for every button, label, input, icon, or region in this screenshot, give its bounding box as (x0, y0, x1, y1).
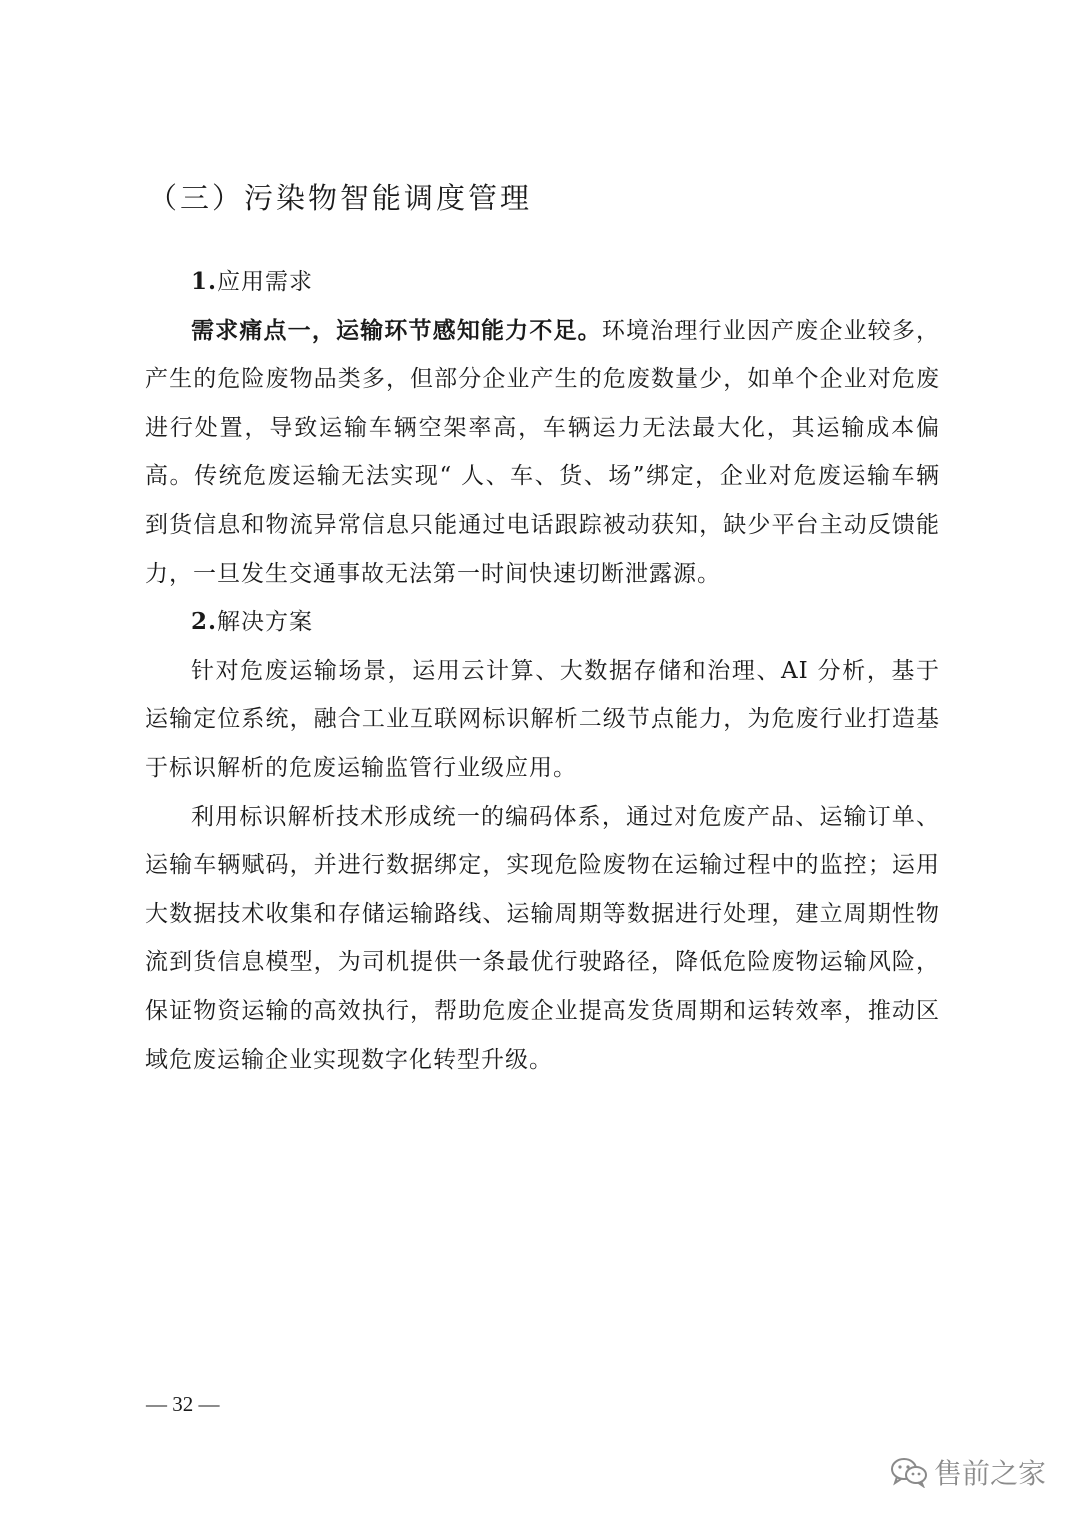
subsection-title: 应用需求 (217, 269, 314, 295)
document-body (145, 258, 940, 1084)
subsection-heading-solution (145, 598, 940, 647)
pain-point-paragraph (145, 307, 940, 599)
solution-paragraph-2: 利用标识解析技术形成统一的编码体系，通过对危废产品、运输订单、运输车辆赋码，并进行数据绑定，实现危险废物在运输过程中的监控；运用大数据技术收集和存储运输路线、运输周期等数据进行处理，建立周期性物流到货信息模型，为司机提供一条最优行驶路径，降低危险废物运输风险，保证物资运输的高效执行，帮助危废企业提高发货周期和运转效率，推动区域危废运输企业实现数字化转型升级。 (145, 803, 940, 1073)
solution-paragraph-1: 针对危废运输场景，运用云计算、大数据存储和治理、AI 分析，基于运输定位系统，融合工业互联网标识解析二级节点能力，为危废行业打造基于标识解析的危废运输监管行业级应用。 (145, 657, 940, 781)
subsection-title: 解决方案 (217, 609, 314, 636)
subsection-number: 1. (191, 268, 218, 295)
section-title: （三）污染物智能调度管理 (148, 181, 533, 215)
subsection-heading-requirements (145, 258, 940, 307)
watermark-text: 售前之家 (933, 1457, 1046, 1490)
watermark (890, 1452, 1046, 1492)
pain-point-lead: 需求痛点一，运输环节感知能力不足。 (191, 317, 602, 344)
pain-point-text: 环境治理行业因产废企业较多，产生的危险废物品类多，但部分企业产生的危废数量少，如单个企业对危废进行处置，导致运输车辆空架率高，车辆运力无法最大化，其运输成本偏高。传统危废运输无法实现“ 人、车、货、场”绑定，企业对危废运输车辆到货信息和物流异常信息只能通过电话跟踪被动获知，缺少平台主动反馈能力，一旦发生交通事故无法第一时间快速切断泄露源。 (145, 317, 941, 587)
wechat-icon (890, 1456, 928, 1488)
page-number: — 32 — (146, 1392, 220, 1416)
subsection-number: 2. (191, 608, 218, 636)
